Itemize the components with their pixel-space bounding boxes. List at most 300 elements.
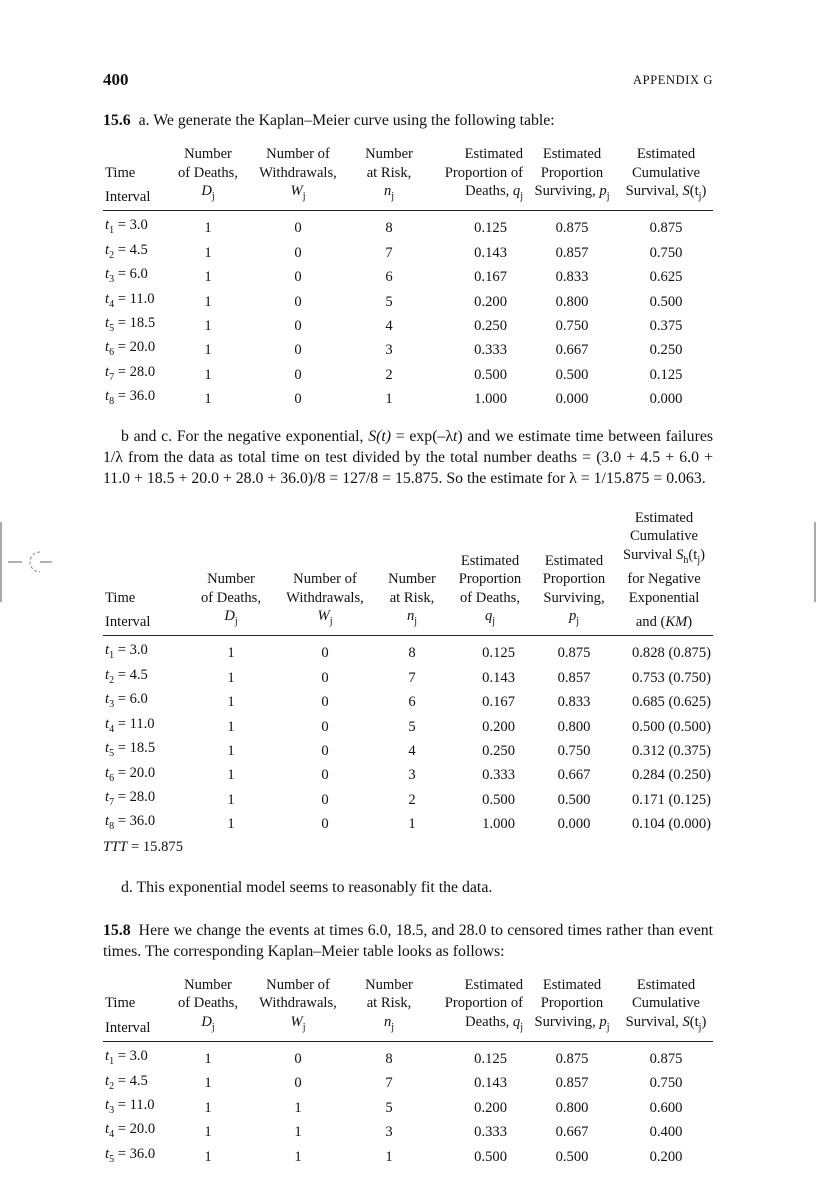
cell-q: 0.250 xyxy=(474,317,507,334)
exercise-number: 15.6 xyxy=(103,112,131,129)
page-number: 400 xyxy=(103,70,129,89)
math-var: t xyxy=(105,715,110,732)
cell-n: 1 xyxy=(385,391,393,408)
time-interval-cell xyxy=(103,764,189,788)
cell-q: 0.500 xyxy=(474,366,507,383)
header-row xyxy=(103,1013,713,1042)
header-cell xyxy=(103,145,173,164)
math-sub: 3 xyxy=(109,1104,115,1116)
table-row xyxy=(103,812,713,836)
header-cell xyxy=(525,1013,619,1042)
cell-p: 0.857 xyxy=(555,1075,589,1092)
header-cell: of Deaths, xyxy=(201,589,261,606)
cell-d: 1 xyxy=(227,816,235,833)
cell-n: 5 xyxy=(385,293,393,310)
cell-q: 0.125 xyxy=(474,1051,507,1068)
table-row xyxy=(103,1096,713,1120)
cell-n: 4 xyxy=(385,317,393,334)
cell-q: 0.200 xyxy=(482,718,515,735)
header-cell: Cumulative xyxy=(631,164,701,181)
time-value: = 18.5 xyxy=(114,315,156,332)
time-interval-cell xyxy=(103,1120,173,1144)
header-cell xyxy=(619,182,713,211)
time-interval-cell xyxy=(103,666,189,690)
table-row xyxy=(103,290,713,314)
time-interval-cell xyxy=(103,265,173,289)
cell-w: 0 xyxy=(294,366,302,383)
header-cell xyxy=(273,607,377,636)
header-cell: at Risk, xyxy=(366,995,412,1012)
header-cell: Cumulative xyxy=(629,528,699,545)
cell-n: 7 xyxy=(385,244,393,261)
header-cell: Estimated xyxy=(464,976,523,993)
header-cell: Time xyxy=(105,995,136,1012)
table-row xyxy=(103,1120,713,1144)
cell-s: 0.250 xyxy=(649,342,683,359)
exercise-number: 15.8 xyxy=(103,921,131,939)
math-var: t xyxy=(105,363,110,380)
header-cell: Estimated xyxy=(636,146,696,162)
cell-q: 1.000 xyxy=(482,816,515,833)
math-sub: j xyxy=(211,190,215,202)
math-var: t xyxy=(105,1096,110,1113)
time-value: = 3.0 xyxy=(114,642,148,659)
cell-d: 1 xyxy=(204,1099,212,1116)
header-cell xyxy=(377,607,447,636)
cell-s: 0.375 xyxy=(649,317,683,334)
header-cell xyxy=(353,1013,425,1042)
table-body xyxy=(103,211,713,412)
header-cell: Estimated xyxy=(542,146,602,162)
cell-n: 3 xyxy=(385,342,393,359)
header-cell: Withdrawals, xyxy=(286,589,364,606)
header-cell xyxy=(173,182,243,211)
cell-q: 0.200 xyxy=(474,293,507,310)
header-text: Survival, xyxy=(625,1013,683,1030)
cell-q: 0.333 xyxy=(474,342,507,359)
time-interval-cell xyxy=(103,636,189,666)
header-text: Survival, xyxy=(625,183,683,199)
cell-p: 0.875 xyxy=(555,1051,589,1068)
cell-w: 1 xyxy=(294,1148,302,1165)
text-run: b and c. For the negative exponential, xyxy=(121,427,369,445)
cell-s: 0.200 xyxy=(649,1148,683,1165)
header-cell xyxy=(353,182,425,211)
header-cell xyxy=(447,607,533,636)
table-row xyxy=(103,636,713,666)
math-var: t xyxy=(105,290,110,307)
math-sub: j xyxy=(698,190,702,202)
cell-p: 0.857 xyxy=(555,244,589,261)
exercise-15-8-text: Here we change the events at times 6.0, 18.5, and 28.0 to censored times rather than event times. The corresponding Kaplan–Meier table looks as follows: xyxy=(103,921,713,960)
math-var: S xyxy=(682,183,690,199)
math-var: t xyxy=(105,217,110,234)
cell-d: 1 xyxy=(204,391,212,408)
cell-w: 0 xyxy=(294,1075,302,1092)
header-text: ) xyxy=(687,613,693,630)
cell-p: 0.875 xyxy=(557,645,591,662)
cell-w: 0 xyxy=(294,244,302,261)
header-cell: Proportion xyxy=(540,164,604,181)
header-cell: Interval xyxy=(103,607,189,636)
header-cell: Estimated xyxy=(636,976,696,993)
cell-d: 1 xyxy=(204,244,212,261)
page-body xyxy=(103,110,713,1183)
time-value: = 20.0 xyxy=(114,1121,156,1138)
text-run: = exp(–λ xyxy=(391,427,454,445)
table-row xyxy=(103,1145,713,1169)
math-sub: j xyxy=(520,1021,523,1033)
header-cell: Interval xyxy=(103,1013,173,1042)
cell-w: 0 xyxy=(294,342,302,359)
header-cell: Surviving, xyxy=(543,589,605,606)
header-row xyxy=(103,145,713,164)
cell-p: 0.833 xyxy=(555,269,589,286)
crop-mark-icon xyxy=(0,522,60,602)
header-cell: at Risk, xyxy=(389,589,435,606)
header-cell: Proportion of xyxy=(444,164,523,181)
math-var: t xyxy=(105,241,110,258)
cell-q: 0.143 xyxy=(482,669,515,686)
header-cell: Number of xyxy=(266,146,330,162)
math-var: t xyxy=(105,788,110,805)
math-var: t xyxy=(105,1072,110,1089)
math-sub: 6 xyxy=(109,347,115,359)
table-row xyxy=(103,211,713,241)
math-var: p xyxy=(599,1013,607,1030)
header-cell xyxy=(103,976,173,995)
math-sub: j xyxy=(234,615,238,627)
exponential-comparison-table xyxy=(103,509,713,837)
time-interval-cell xyxy=(103,690,189,714)
cell-s: 0.500 (0.500) xyxy=(631,718,711,735)
time-value: = 36.0 xyxy=(114,388,156,405)
cell-w: 0 xyxy=(294,269,302,286)
header-cell xyxy=(425,1013,525,1042)
table-body xyxy=(103,1042,713,1170)
math-sub: j xyxy=(302,1021,306,1033)
math-sub: j xyxy=(576,615,580,627)
math-var: t xyxy=(105,315,110,332)
header-cell: Number of xyxy=(266,976,330,993)
header-row xyxy=(103,182,713,211)
cell-s: 0.400 xyxy=(649,1124,683,1141)
header-cell: Estimated xyxy=(634,509,694,526)
cell-q: 0.500 xyxy=(482,791,515,808)
math-sub: j xyxy=(606,1021,610,1033)
cell-d: 1 xyxy=(204,293,212,310)
cell-s: 0.000 xyxy=(649,391,683,408)
math-var: W xyxy=(290,1013,303,1030)
cell-q: 0.500 xyxy=(474,1148,507,1165)
math-var: D xyxy=(201,183,212,199)
header-row xyxy=(103,976,713,995)
header-cell: Proportion xyxy=(540,995,604,1012)
cell-s: 0.600 xyxy=(649,1099,683,1116)
math-var: t xyxy=(105,1145,110,1162)
math-var: KM xyxy=(665,613,688,630)
cell-d: 1 xyxy=(227,694,235,711)
cell-d: 1 xyxy=(204,1124,212,1141)
header-cell: at Risk, xyxy=(366,164,412,181)
time-interval-cell xyxy=(103,241,173,265)
header-row xyxy=(103,589,713,608)
cell-w: 0 xyxy=(294,317,302,334)
header-cell xyxy=(243,1013,353,1042)
cell-w: 0 xyxy=(321,645,329,662)
cell-p: 0.833 xyxy=(557,694,591,711)
cell-s: 0.753 (0.750) xyxy=(631,669,711,686)
math-var: t xyxy=(453,427,458,445)
cell-n: 8 xyxy=(385,1051,393,1068)
cell-s: 0.125 xyxy=(649,366,683,383)
math-sub: 2 xyxy=(109,674,115,686)
cell-s: 0.171 (0.125) xyxy=(631,791,711,808)
header-cell: Proportion xyxy=(458,571,522,588)
time-value: = 11.0 xyxy=(114,1096,155,1113)
math-sub: 7 xyxy=(109,371,115,383)
cell-w: 1 xyxy=(294,1099,302,1116)
table-row xyxy=(103,788,713,812)
cell-w: 1 xyxy=(294,1124,302,1141)
time-interval-cell xyxy=(103,1072,173,1096)
math-var: t xyxy=(105,764,110,781)
cell-s: 0.750 xyxy=(649,244,683,261)
math-sub: j xyxy=(492,615,496,627)
cell-q: 0.250 xyxy=(482,743,515,760)
math-sub: 4 xyxy=(109,1129,115,1141)
math-sub: 3 xyxy=(109,699,115,711)
cell-p: 0.500 xyxy=(557,791,591,808)
exercise-15-6-intro xyxy=(103,110,713,131)
part-d-text: d. This exponential model seems to reasonably fit the data. xyxy=(121,878,493,896)
math-sub: 4 xyxy=(109,723,115,735)
header-text: ) xyxy=(701,1013,707,1030)
km-table-15-6 xyxy=(103,145,713,412)
header-cell xyxy=(615,607,713,636)
header-row xyxy=(103,546,713,570)
cell-p: 0.667 xyxy=(555,1124,589,1141)
math-var: t xyxy=(105,740,110,757)
cell-n: 5 xyxy=(385,1099,393,1116)
header-cell: Number xyxy=(365,976,413,993)
math-sub: j xyxy=(391,190,395,202)
cell-d: 1 xyxy=(227,669,235,686)
header-row xyxy=(103,527,713,546)
cell-d: 1 xyxy=(227,718,235,735)
math-var: n xyxy=(383,183,392,199)
math-sub: 7 xyxy=(109,796,115,808)
cell-w: 0 xyxy=(321,669,329,686)
cell-w: 0 xyxy=(294,391,302,408)
cell-n: 1 xyxy=(385,1148,393,1165)
math-sub: 2 xyxy=(109,249,115,261)
cell-p: 0.000 xyxy=(557,816,591,833)
cell-s: 0.284 (0.250) xyxy=(631,767,711,784)
header-row xyxy=(103,570,713,589)
header-text: ) xyxy=(701,183,707,199)
time-interval-cell xyxy=(103,739,189,763)
math-sub: 2 xyxy=(109,1080,115,1092)
table-row xyxy=(103,666,713,690)
header-cell xyxy=(189,607,273,636)
math-var: t xyxy=(105,266,110,283)
header-cell: Number xyxy=(184,976,232,993)
ttt-value: = 15.875 xyxy=(127,838,184,855)
time-interval-cell xyxy=(103,290,173,314)
cell-d: 1 xyxy=(204,317,212,334)
header-cell: Number xyxy=(207,571,255,588)
header-cell xyxy=(425,182,525,211)
table-row xyxy=(103,265,713,289)
header-cell: Time xyxy=(105,164,136,181)
cell-s: 0.500 xyxy=(649,293,683,310)
cell-s: 0.750 xyxy=(649,1075,683,1092)
total-time-on-test xyxy=(103,839,713,855)
header-cell xyxy=(173,1013,243,1042)
math-var: n xyxy=(383,1013,392,1030)
time-value: = 4.5 xyxy=(114,666,148,683)
math-var: W xyxy=(317,608,330,625)
cell-d: 1 xyxy=(227,743,235,760)
table-row xyxy=(103,338,713,362)
header-cell: Estimated xyxy=(542,976,602,993)
math-var: TTT xyxy=(103,838,128,855)
math-var: q xyxy=(484,608,493,625)
table-row xyxy=(103,764,713,788)
math-sub: 5 xyxy=(109,1153,115,1165)
math-sub: j xyxy=(698,1021,702,1033)
km-table-15-8 xyxy=(103,976,713,1169)
math-var: D xyxy=(201,1013,212,1030)
cell-q: 0.333 xyxy=(474,1124,507,1141)
time-value: = 36.0 xyxy=(114,1145,156,1162)
time-value: = 28.0 xyxy=(114,363,156,380)
math-var: t xyxy=(105,691,110,708)
header-row xyxy=(103,607,713,636)
cell-n: 8 xyxy=(385,220,393,237)
header-cell: Estimated xyxy=(544,552,604,569)
cell-d: 1 xyxy=(227,767,235,784)
cell-n: 4 xyxy=(408,743,416,760)
header-cell xyxy=(619,1013,713,1042)
header-cell: for Negative xyxy=(627,571,701,588)
header-cell: Number of xyxy=(293,571,357,588)
table-row xyxy=(103,1072,713,1096)
cell-w: 0 xyxy=(321,791,329,808)
appendix-label: APPENDIX G xyxy=(633,73,713,87)
math-sub: 5 xyxy=(109,322,115,334)
cell-p: 0.000 xyxy=(555,391,589,408)
time-interval-cell xyxy=(103,314,173,338)
math-sub: 5 xyxy=(109,748,115,759)
cell-n: 3 xyxy=(385,1124,393,1141)
time-value: = 20.0 xyxy=(114,339,156,356)
cell-p: 0.667 xyxy=(555,342,589,359)
header-cell: Number xyxy=(184,146,232,162)
cell-q: 0.143 xyxy=(474,1075,507,1092)
cell-p: 0.800 xyxy=(555,293,589,310)
math-var: t xyxy=(105,813,110,830)
cell-s: 0.312 (0.375) xyxy=(631,743,711,760)
time-interval-cell xyxy=(103,363,173,387)
header-cell: Exponential xyxy=(628,589,700,606)
math-sub: 8 xyxy=(109,396,115,408)
exercise-15-8-intro xyxy=(103,920,713,962)
math-sub: 1 xyxy=(109,650,115,662)
cell-p: 0.800 xyxy=(557,718,591,735)
math-var: q xyxy=(512,1013,521,1030)
time-interval-cell xyxy=(103,338,173,362)
table-row xyxy=(103,241,713,265)
math-var: S xyxy=(682,1013,690,1030)
time-interval-cell xyxy=(103,1145,173,1169)
text-run: ) and we estimate time between failures 1/λ from the data as total time on test divided by the total number deaths = (3.0 + 4.5 + 6.0 + 11.0 + 18.5 + 20.0 + 28.0 + 36.0)/8 = 127/8 = 15.875. So the estimate for λ = 1/15.875 = 0.063. xyxy=(103,427,713,487)
cell-q: 0.143 xyxy=(474,244,507,261)
header-cell: Interval xyxy=(103,182,173,211)
math-var: D xyxy=(224,608,235,625)
time-interval-cell xyxy=(103,812,189,836)
math-sub: j xyxy=(211,1021,215,1033)
header-cell: of Deaths, xyxy=(460,589,520,606)
cell-w: 0 xyxy=(294,220,302,237)
header-cell: Estimated xyxy=(460,552,520,569)
header-cell: Withdrawals, xyxy=(259,995,337,1012)
cell-w: 0 xyxy=(321,718,329,735)
header-cell: of Deaths, xyxy=(178,995,238,1012)
cell-s: 0.625 xyxy=(649,269,683,286)
cell-s: 0.104 (0.000) xyxy=(631,816,711,833)
table-row xyxy=(103,1042,713,1072)
header-row xyxy=(103,509,713,528)
table-body xyxy=(103,636,713,837)
math-var: t xyxy=(105,1048,110,1065)
header-cell: Estimated xyxy=(464,146,523,162)
cell-q: 0.125 xyxy=(482,645,515,662)
math-sub: h xyxy=(683,554,689,566)
time-value: = 3.0 xyxy=(114,1048,148,1065)
math-sub: 3 xyxy=(109,274,115,286)
math-sub: j xyxy=(329,615,333,627)
math-sub: 1 xyxy=(109,1056,115,1068)
header-text: Deaths, xyxy=(465,183,513,199)
time-value: = 6.0 xyxy=(114,691,148,708)
cell-w: 0 xyxy=(321,767,329,784)
cell-n: 6 xyxy=(385,269,393,286)
cell-w: 0 xyxy=(321,694,329,711)
header-text: Survival xyxy=(623,546,677,563)
time-interval-cell xyxy=(103,1096,173,1120)
time-value: = 20.0 xyxy=(114,764,156,781)
cell-w: 0 xyxy=(321,816,329,833)
cell-d: 1 xyxy=(204,1148,212,1165)
header-text: Deaths, xyxy=(465,1013,513,1030)
math-sub: j xyxy=(606,190,610,202)
cell-w: 0 xyxy=(321,743,329,760)
running-head xyxy=(103,70,713,92)
cell-n: 2 xyxy=(408,791,416,808)
part-a-text: a. We generate the Kaplan–Meier curve using the following table: xyxy=(138,112,555,129)
header-text: Surviving, xyxy=(534,183,600,199)
cell-q: 0.333 xyxy=(482,767,515,784)
cell-d: 1 xyxy=(204,269,212,286)
cell-n: 6 xyxy=(408,694,416,711)
cell-d: 1 xyxy=(204,366,212,383)
cell-s: 0.875 xyxy=(649,1051,683,1068)
math-sub: j xyxy=(391,1021,395,1033)
cell-n: 1 xyxy=(408,816,416,833)
table-row xyxy=(103,690,713,714)
